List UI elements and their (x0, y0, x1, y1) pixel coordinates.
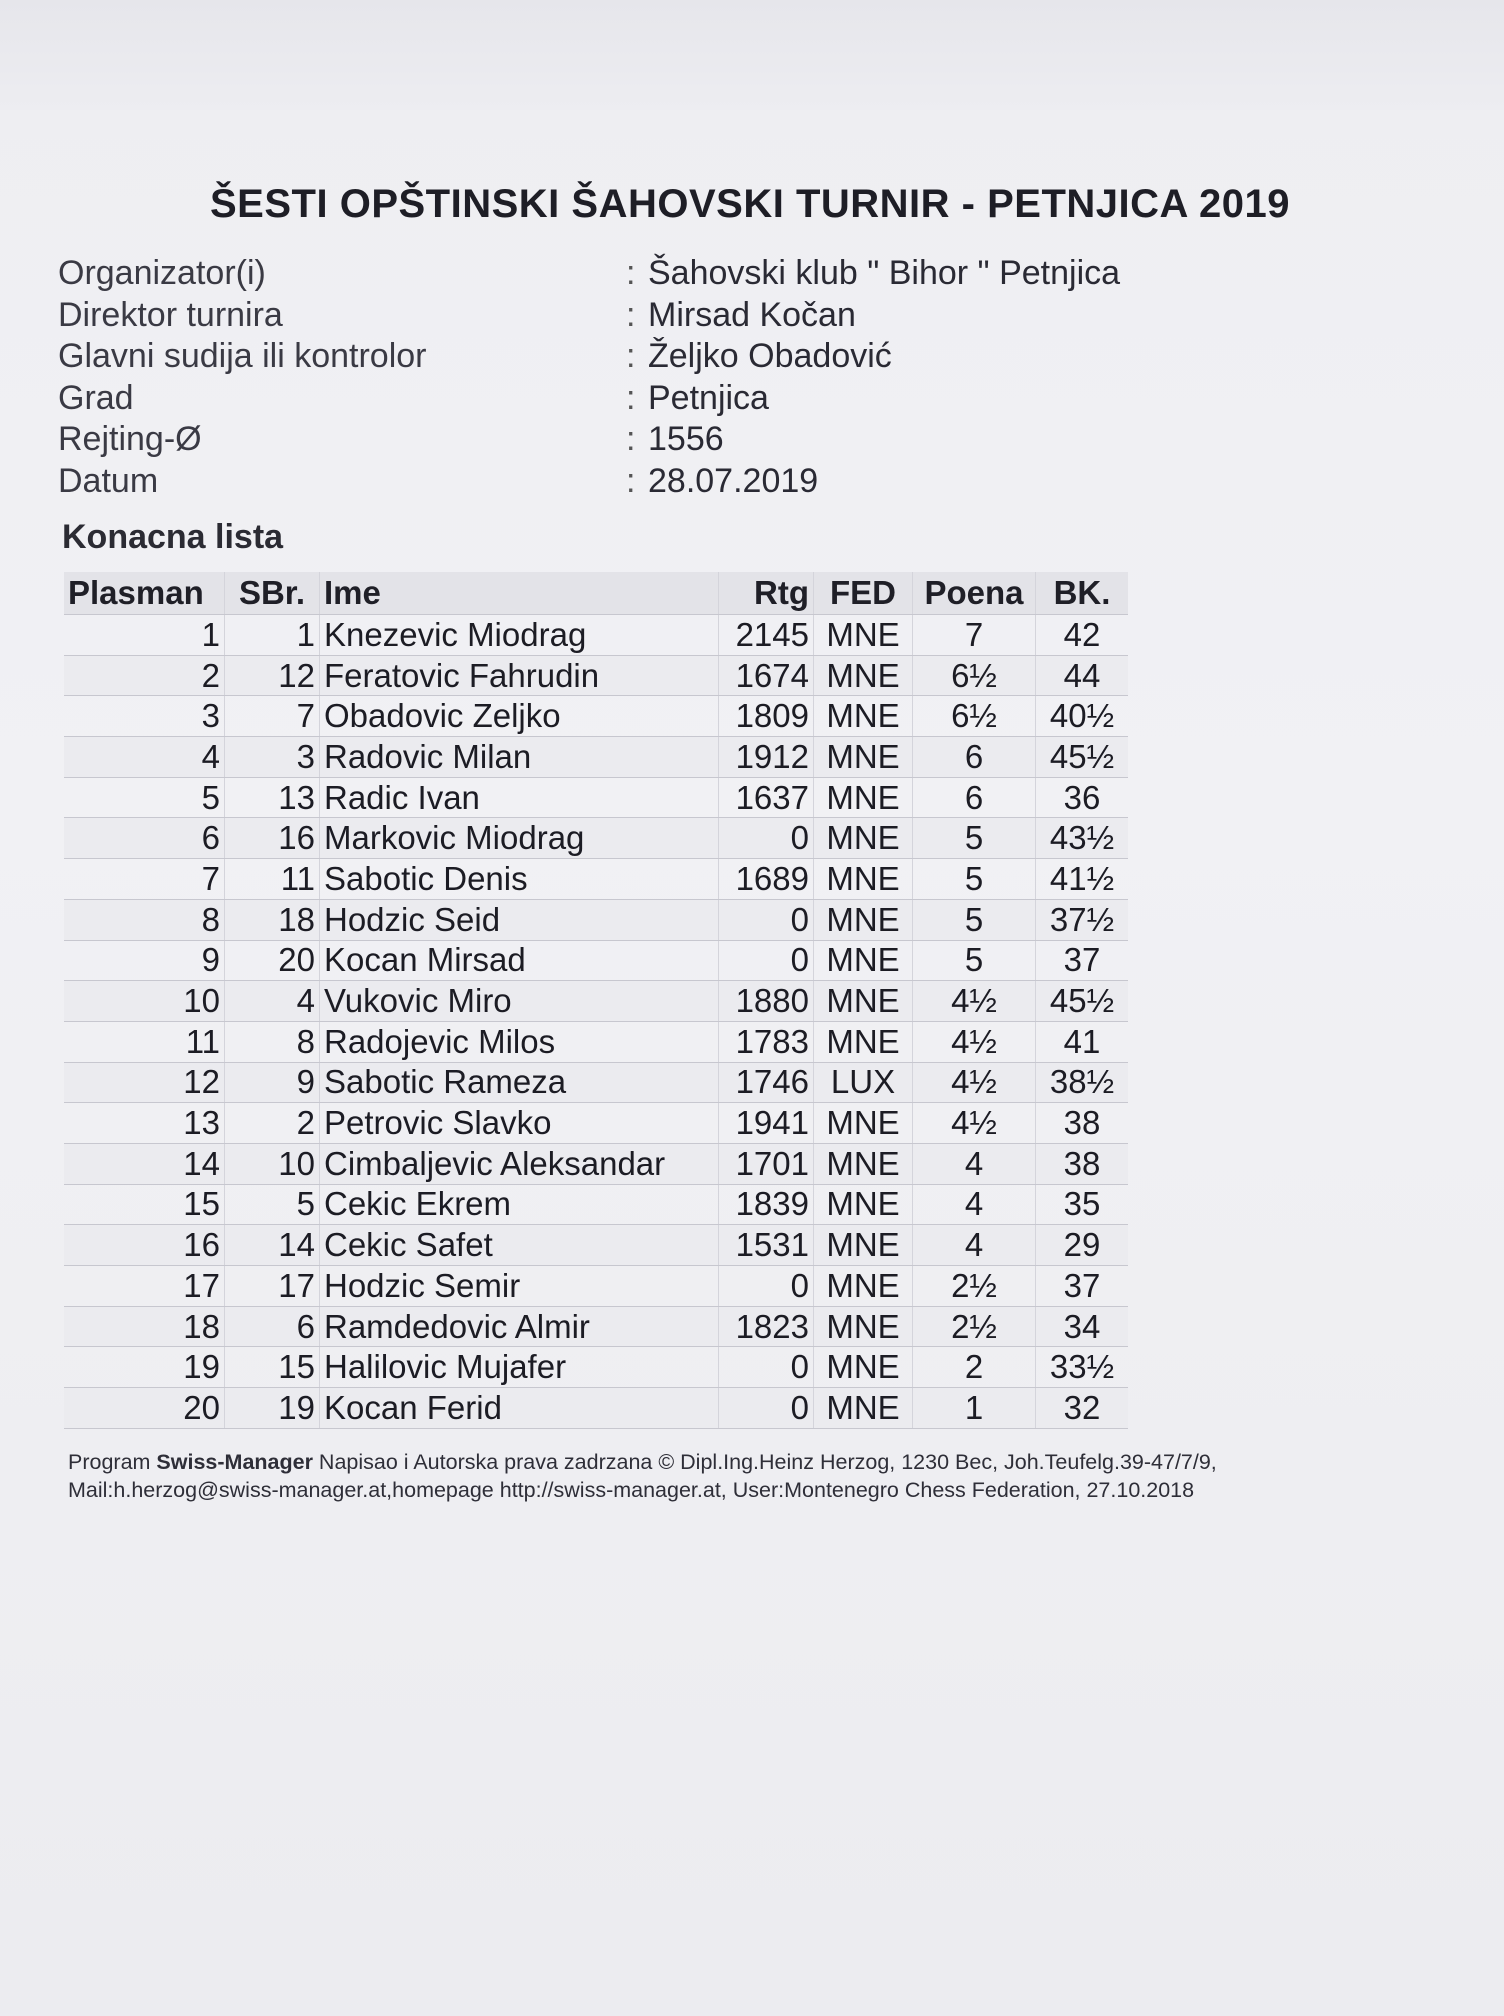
table-row (64, 696, 1128, 737)
cell-federation: LUX (814, 1062, 913, 1103)
cell-tiebreak: 29 (1036, 1225, 1129, 1266)
table-row (64, 655, 1128, 696)
cell-name: Cekic Ekrem (320, 1184, 719, 1225)
cell-rating: 1701 (719, 1143, 814, 1184)
cell-place: 4 (64, 737, 225, 778)
cell-start-number: 18 (225, 899, 320, 940)
info-value: Šahovski klub " Bihor " Petnjica (648, 254, 1121, 292)
cell-name: Ramdedovic Almir (320, 1306, 719, 1347)
cell-start-number: 17 (225, 1266, 320, 1307)
info-label: Organizator(i) (58, 254, 266, 292)
cell-place: 19 (64, 1347, 225, 1388)
info-value: 28.07.2019 (648, 461, 819, 500)
cell-name: Feratovic Fahrudin (320, 655, 719, 696)
cell-place: 9 (64, 940, 225, 981)
cell-points: 4½ (913, 1062, 1036, 1103)
table-row (64, 777, 1128, 818)
info-separator: : (626, 337, 636, 375)
table-row (64, 1306, 1128, 1347)
table-row (64, 981, 1128, 1022)
cell-start-number: 9 (225, 1062, 320, 1103)
info-label: Grad (58, 378, 134, 417)
cell-points: 4½ (913, 1103, 1036, 1144)
cell-tiebreak: 37 (1036, 1266, 1129, 1307)
cell-start-number: 5 (225, 1184, 320, 1225)
cell-start-number: 2 (225, 1103, 320, 1144)
cell-federation: MNE (814, 1266, 913, 1307)
cell-place: 10 (64, 981, 225, 1022)
info-label: Direktor turnira (58, 295, 283, 334)
column-header-name: Ime (320, 572, 719, 615)
info-value: 1556 (648, 420, 724, 458)
cell-start-number: 19 (225, 1388, 320, 1429)
cell-name: Petrovic Slavko (320, 1103, 719, 1144)
cell-points: 6 (913, 737, 1036, 778)
info-separator: : (626, 378, 636, 417)
cell-rating: 1637 (719, 777, 814, 818)
cell-start-number: 20 (225, 940, 320, 981)
info-value: Petnjica (648, 378, 769, 417)
cell-federation: MNE (814, 696, 913, 737)
cell-place: 11 (64, 1021, 225, 1062)
cell-name: Halilovic Mujafer (320, 1347, 719, 1388)
cell-points: 5 (913, 899, 1036, 940)
cell-points: 2½ (913, 1306, 1036, 1347)
cell-rating: 1823 (719, 1306, 814, 1347)
cell-place: 2 (64, 655, 225, 696)
cell-federation: MNE (814, 981, 913, 1022)
table-row (64, 1266, 1128, 1307)
cell-rating: 0 (719, 899, 814, 940)
cell-rating: 1674 (719, 655, 814, 696)
cell-name: Hodzic Semir (320, 1266, 719, 1307)
cell-federation: MNE (814, 859, 913, 900)
table-header-row (64, 572, 1128, 615)
cell-points: 2½ (913, 1266, 1036, 1307)
table-row (64, 1388, 1128, 1429)
cell-tiebreak: 36 (1036, 777, 1129, 818)
cell-name: Obadovic Zeljko (320, 696, 719, 737)
cell-place: 15 (64, 1184, 225, 1225)
cell-rating: 2145 (719, 615, 814, 656)
cell-rating: 1941 (719, 1103, 814, 1144)
cell-start-number: 12 (225, 655, 320, 696)
cell-place: 12 (64, 1062, 225, 1103)
cell-rating: 0 (719, 1347, 814, 1388)
cell-rating: 1746 (719, 1062, 814, 1103)
column-header-place: Plasman (64, 572, 225, 615)
footer-program-name: Swiss-Manager (156, 1450, 313, 1474)
cell-federation: MNE (814, 1184, 913, 1225)
table-row (64, 1143, 1128, 1184)
cell-place: 14 (64, 1143, 225, 1184)
cell-federation: MNE (814, 940, 913, 981)
cell-tiebreak: 38 (1036, 1103, 1129, 1144)
cell-tiebreak: 38½ (1036, 1062, 1129, 1103)
cell-place: 18 (64, 1306, 225, 1347)
cell-rating: 1880 (719, 981, 814, 1022)
cell-place: 20 (64, 1388, 225, 1429)
column-header-tiebreak: BK. (1036, 572, 1129, 615)
cell-tiebreak: 41 (1036, 1021, 1129, 1062)
cell-start-number: 8 (225, 1021, 320, 1062)
cell-tiebreak: 42 (1036, 615, 1129, 656)
cell-points: 5 (913, 818, 1036, 859)
cell-points: 4 (913, 1225, 1036, 1266)
table-row (64, 1225, 1128, 1266)
info-value: Mirsad Kočan (648, 295, 856, 334)
cell-name: Sabotic Rameza (320, 1062, 719, 1103)
cell-tiebreak: 40½ (1036, 696, 1129, 737)
cell-points: 4 (913, 1184, 1036, 1225)
tournament-title: ŠESTI OPŠTINSKI ŠAHOVSKI TURNIR - PETNJICA 2019 (210, 182, 1291, 226)
cell-federation: MNE (814, 899, 913, 940)
info-label: Glavni sudija ili kontrolor (58, 337, 427, 375)
cell-rating: 1912 (719, 737, 814, 778)
cell-start-number: 3 (225, 737, 320, 778)
cell-points: 4½ (913, 1021, 1036, 1062)
cell-points: 1 (913, 1388, 1036, 1429)
cell-rating: 1839 (719, 1184, 814, 1225)
table-row (64, 615, 1128, 656)
info-separator: : (626, 295, 636, 334)
footer-line-2: Mail:h.herzog@swiss-manager.at,homepage http://swiss-manager.at, User:Montenegro Chess Federation, 27.10.2018 (68, 1478, 1195, 1502)
cell-start-number: 15 (225, 1347, 320, 1388)
cell-rating: 0 (719, 940, 814, 981)
table-row (64, 818, 1128, 859)
cell-start-number: 16 (225, 818, 320, 859)
table-row (64, 1184, 1128, 1225)
cell-rating: 0 (719, 818, 814, 859)
cell-tiebreak: 35 (1036, 1184, 1129, 1225)
cell-name: Radic Ivan (320, 777, 719, 818)
cell-place: 8 (64, 899, 225, 940)
table-row (64, 1103, 1128, 1144)
table-row (64, 859, 1128, 900)
cell-rating: 1689 (719, 859, 814, 900)
cell-rating: 1809 (719, 696, 814, 737)
cell-federation: MNE (814, 1225, 913, 1266)
cell-name: Knezevic Miodrag (320, 615, 719, 656)
cell-tiebreak: 43½ (1036, 818, 1129, 859)
table-row (64, 940, 1128, 981)
cell-federation: MNE (814, 818, 913, 859)
cell-tiebreak: 34 (1036, 1306, 1129, 1347)
cell-name: Sabotic Denis (320, 859, 719, 900)
cell-name: Cimbaljevic Aleksandar (320, 1143, 719, 1184)
cell-federation: MNE (814, 777, 913, 818)
cell-start-number: 13 (225, 777, 320, 818)
cell-tiebreak: 33½ (1036, 1347, 1129, 1388)
cell-points: 4½ (913, 981, 1036, 1022)
info-label: Rejting-Ø (58, 420, 202, 458)
cell-points: 5 (913, 940, 1036, 981)
cell-start-number: 10 (225, 1143, 320, 1184)
cell-name: Radojevic Milos (320, 1021, 719, 1062)
info-separator: : (626, 254, 636, 292)
cell-start-number: 11 (225, 859, 320, 900)
cell-name: Radovic Milan (320, 737, 719, 778)
cell-name: Hodzic Seid (320, 899, 719, 940)
table-row (64, 899, 1128, 940)
cell-rating: 0 (719, 1388, 814, 1429)
cell-tiebreak: 38 (1036, 1143, 1129, 1184)
cell-rating: 1531 (719, 1225, 814, 1266)
info-separator: : (626, 420, 636, 458)
table-row (64, 1062, 1128, 1103)
cell-federation: MNE (814, 1143, 913, 1184)
cell-tiebreak: 44 (1036, 655, 1129, 696)
cell-tiebreak: 37½ (1036, 899, 1129, 940)
cell-place: 1 (64, 615, 225, 656)
cell-tiebreak: 32 (1036, 1388, 1129, 1429)
footer-copyright: Napisao i Autorska prava zadrzana © Dipl.Ing.Heinz Herzog, 1230 Bec, Joh.Teufelg.39-47/7/9, (312, 1450, 1217, 1474)
cell-start-number: 6 (225, 1306, 320, 1347)
results-table (64, 572, 1128, 1429)
cell-federation: MNE (814, 655, 913, 696)
table-row (64, 1021, 1128, 1062)
cell-tiebreak: 45½ (1036, 737, 1129, 778)
cell-place: 16 (64, 1225, 225, 1266)
cell-name: Kocan Mirsad (320, 940, 719, 981)
cell-federation: MNE (814, 1347, 913, 1388)
column-header-federation: FED (814, 572, 913, 615)
cell-tiebreak: 41½ (1036, 859, 1129, 900)
info-separator: : (626, 461, 636, 500)
footer-line-1 (68, 1448, 1217, 1476)
cell-tiebreak: 45½ (1036, 981, 1129, 1022)
cell-points: 2 (913, 1347, 1036, 1388)
cell-start-number: 4 (225, 981, 320, 1022)
cell-federation: MNE (814, 615, 913, 656)
cell-points: 5 (913, 859, 1036, 900)
cell-place: 6 (64, 818, 225, 859)
column-header-points: Poena (913, 572, 1036, 615)
cell-start-number: 7 (225, 696, 320, 737)
cell-name: Kocan Ferid (320, 1388, 719, 1429)
cell-points: 7 (913, 615, 1036, 656)
cell-place: 7 (64, 859, 225, 900)
cell-points: 4 (913, 1143, 1036, 1184)
cell-federation: MNE (814, 1021, 913, 1062)
cell-name: Vukovic Miro (320, 981, 719, 1022)
info-label: Datum (58, 461, 159, 500)
software-footer (68, 1448, 1217, 1504)
table-row (64, 737, 1128, 778)
cell-tiebreak: 37 (1036, 940, 1129, 981)
cell-place: 17 (64, 1266, 225, 1307)
cell-place: 3 (64, 696, 225, 737)
info-value: Željko Obadović (648, 337, 892, 375)
column-header-start-number: SBr. (225, 572, 320, 615)
cell-rating: 0 (719, 1266, 814, 1307)
cell-federation: MNE (814, 1103, 913, 1144)
column-header-rating: Rtg (719, 572, 814, 615)
final-list-heading: Konacna lista (62, 518, 284, 556)
cell-rating: 1783 (719, 1021, 814, 1062)
cell-place: 13 (64, 1103, 225, 1144)
cell-points: 6½ (913, 696, 1036, 737)
cell-name: Markovic Miodrag (320, 818, 719, 859)
cell-points: 6½ (913, 655, 1036, 696)
footer-program-prefix: Program (68, 1450, 157, 1474)
cell-place: 5 (64, 777, 225, 818)
cell-federation: MNE (814, 1306, 913, 1347)
table-row (64, 1347, 1128, 1388)
cell-points: 6 (913, 777, 1036, 818)
cell-federation: MNE (814, 1388, 913, 1429)
cell-federation: MNE (814, 737, 913, 778)
paper-fold (0, 0, 1504, 110)
cell-start-number: 1 (225, 615, 320, 656)
cell-name: Cekic Safet (320, 1225, 719, 1266)
cell-start-number: 14 (225, 1225, 320, 1266)
